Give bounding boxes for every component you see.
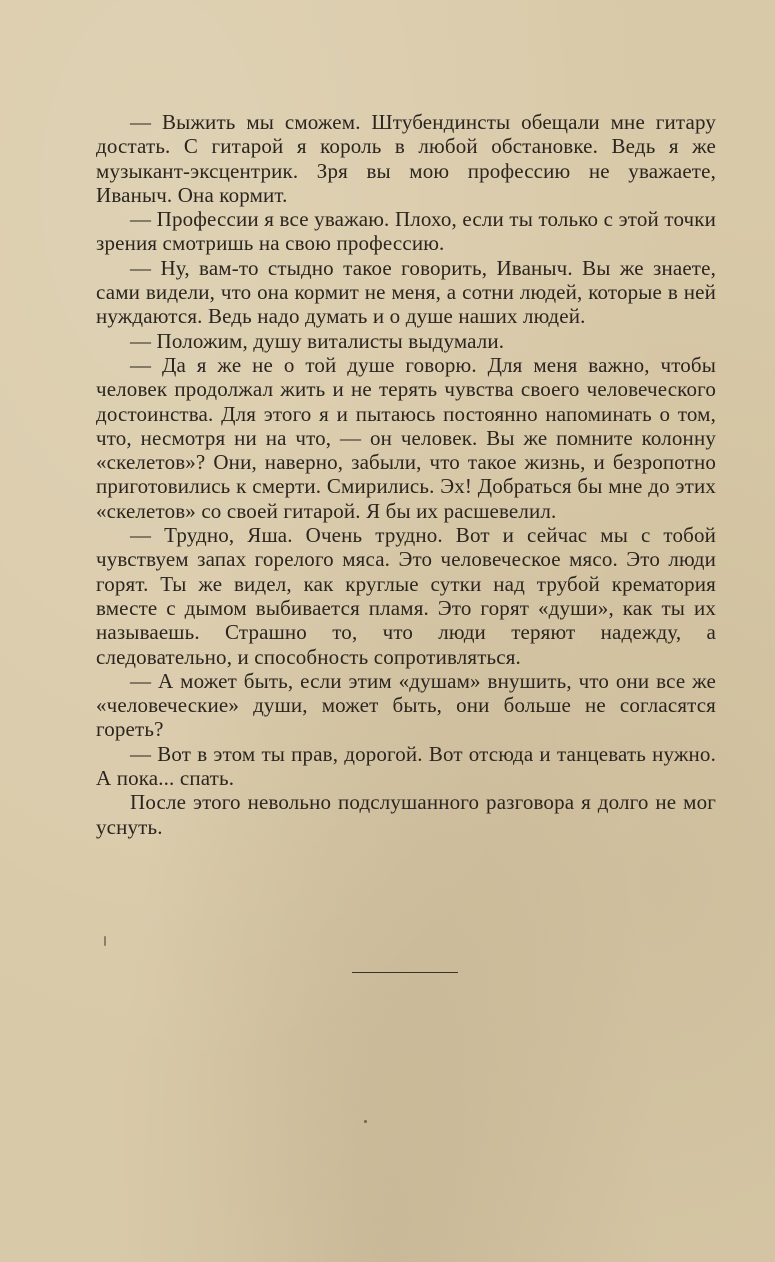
- section-divider: [352, 972, 458, 973]
- paragraph: — Трудно, Яша. Очень трудно. Вот и сейчас мы с тобой чувствуем запах горелого мяса. Это человеческое мясо. Это люди горят. Ты же видел, как круглые сутки над трубой крематория вместе с дымом выбивается пламя. Это горят «души», как ты их называешь. Страшно то, что люди теряют надежду, а следовательно, и способность сопротивляться.: [96, 523, 716, 669]
- paper-speck: [104, 936, 106, 946]
- paragraph: — А может быть, если этим «душам» внушить, что они все же «человеческие» души, может быть, они больше не согласятся гореть?: [96, 668, 716, 742]
- text-body: [96, 110, 716, 839]
- paragraph: — Выжить мы сможем. Штубендинсты обещали мне гитару достать. С гитарой я король в любой обстановке. Ведь я же музыкант-эксцентрик. Зря вы мою профессию не уважаете, Иваныч. Она кормит.: [96, 110, 716, 207]
- paragraph: — Вот в этом ты прав, дорогой. Вот отсюда и танцевать нужно. А пока... спать.: [96, 741, 716, 791]
- paragraph: — Положим, душу виталисты выдумали.: [130, 328, 505, 353]
- paragraph: — Да я же не о той душе говорю. Для меня важно, чтобы человек продолжал жить и не терять чувства своего человеческого достоинства. Для этого я и пытаюсь постоянно напоминать о том, что, несмотря ни на что, — он человек. Вы же помните колонну «скелетов»? Они, наверно, забыли, что такое жизнь, и безропотно приготовились к смерти. Смирились. Эх! Добраться бы мне до этих «скелетов» со своей гитарой. Я бы их расшевелил.: [96, 352, 716, 523]
- paragraph: — Ну, вам-то стыдно такое говорить, Иваныч. Вы же знаете, сами видели, что она кормит не меня, а сотни людей, которые в ней нуждаются. Ведь надо думать и о душе наших людей.: [96, 255, 716, 329]
- paragraph: После этого невольно подслушанного разговора я долго не мог уснуть.: [96, 790, 716, 839]
- paragraph: — Профессии я все уважаю. Плохо, если ты только с этой точки зрения смотришь на свою профессию.: [96, 207, 716, 256]
- paper-speck: [364, 1120, 367, 1123]
